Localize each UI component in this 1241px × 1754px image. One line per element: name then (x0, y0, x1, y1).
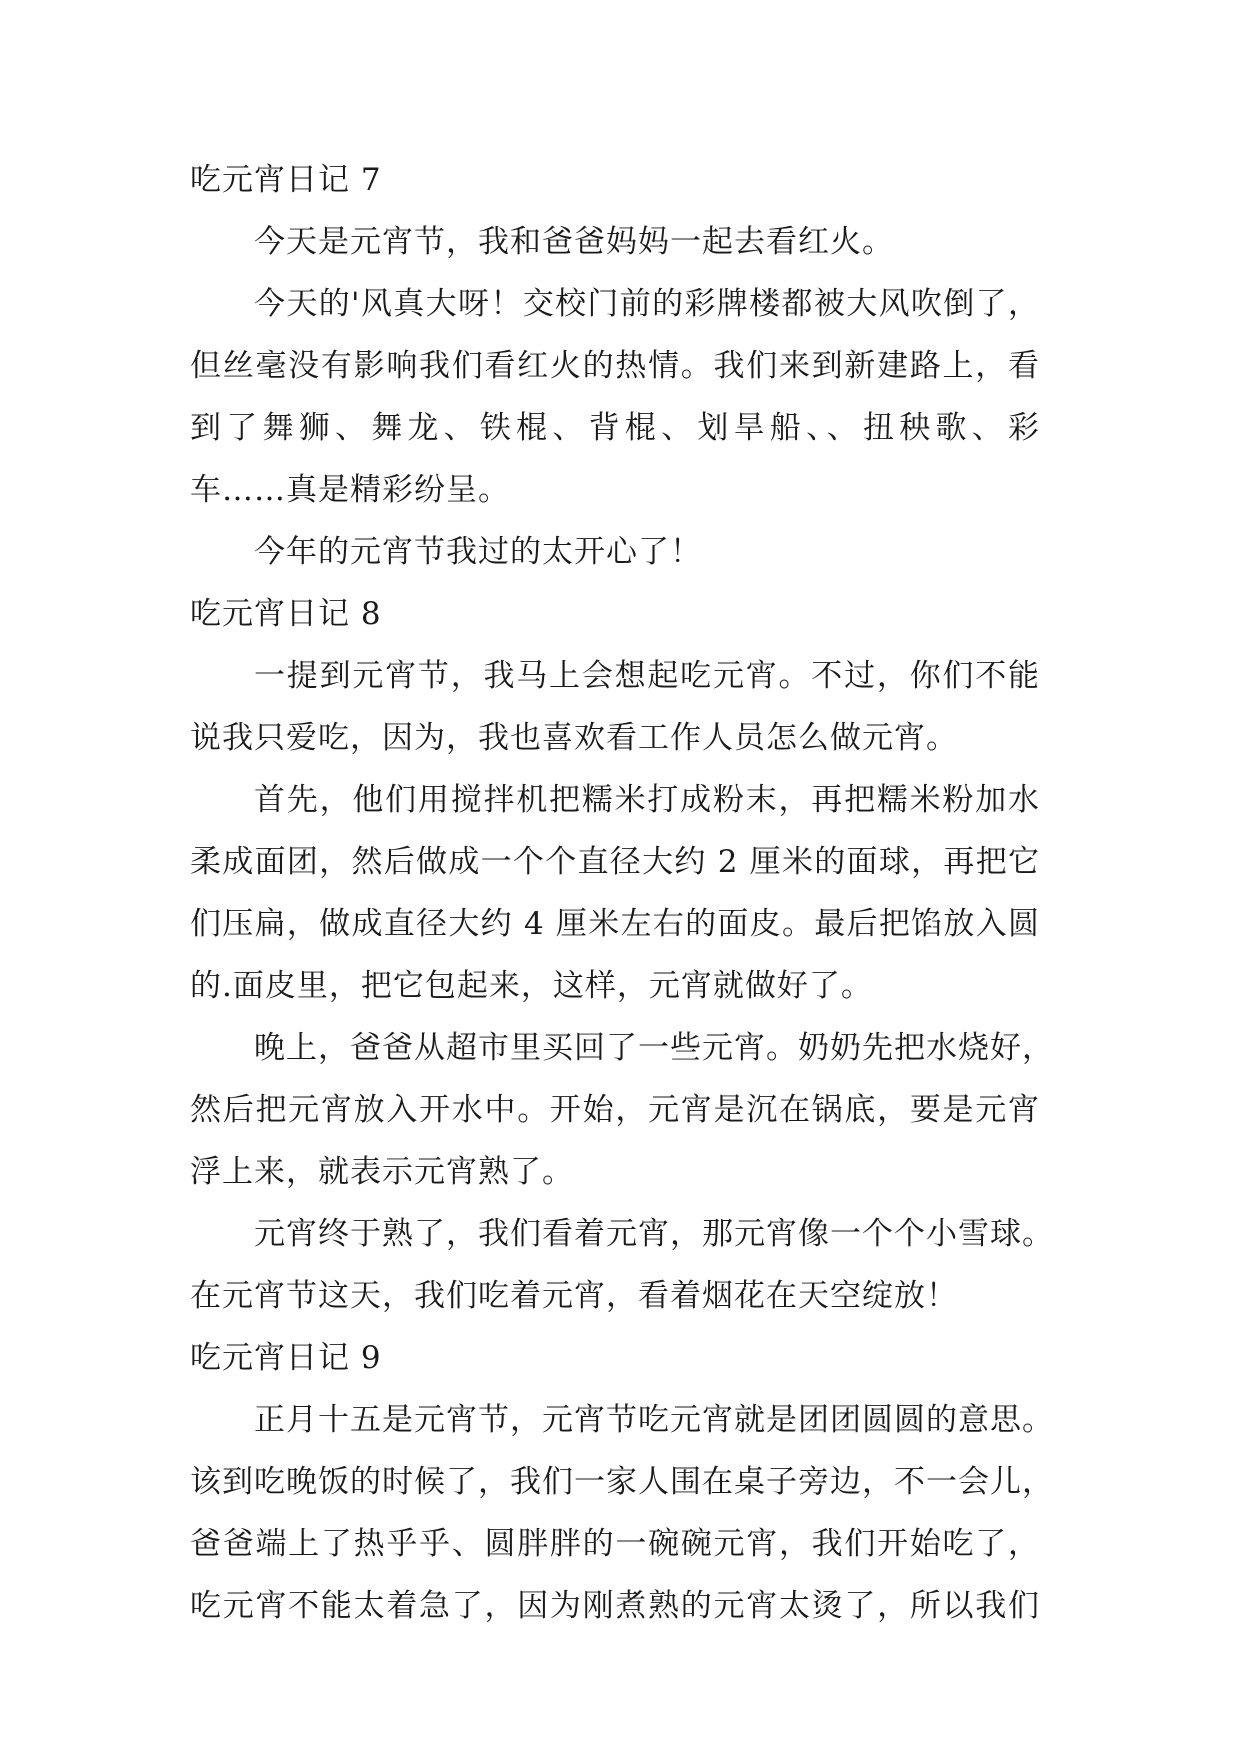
paragraph-line: 爸爸端上了热乎乎、圆胖胖的一碗碗元宵，我们开始吃了， (190, 1526, 1040, 1562)
paragraph-line: 今天是元宵节，我和爸爸妈妈一起去看红火。 (254, 224, 894, 260)
paragraph-line: 在元宵节这天，我们吃着元宵，看着烟花在天空绽放！ (190, 1278, 958, 1314)
paragraph-line: 浮上来，就表示元宵熟了。 (190, 1154, 574, 1190)
paragraph-line: 首先，他们用搅拌机把糯米打成粉末，再把糯米粉加水 (254, 782, 1040, 818)
paragraph-line: 车……真是精彩纷呈。 (190, 472, 510, 508)
paragraph-line: 该到吃晚饭的时候了，我们一家人围在桌子旁边，不一会儿， (190, 1464, 1054, 1500)
paragraph-line: 正月十五是元宵节，元宵节吃元宵就是团团圆圆的意思。 (254, 1402, 1054, 1438)
paragraph-line: 们压扁，做成直径大约 4 厘米左右的面皮。最后把馅放入圆 (190, 906, 1040, 942)
paragraph-line: 到了舞狮、舞龙、铁棍、背棍、划旱船、、扭秧歌、彩 (190, 410, 1040, 446)
section-heading: 吃元宵日记 7 (190, 162, 382, 198)
paragraph-line: 柔成面团，然后做成一个个直径大约 2 厘米的面球，再把它 (190, 844, 1040, 880)
paragraph-line: 晚上，爸爸从超市里买回了一些元宵。奶奶先把水烧好， (254, 1030, 1054, 1066)
paragraph-line: 吃元宵不能太着急了，因为刚煮熟的元宵太烫了，所以我们 (190, 1588, 1040, 1624)
section-heading: 吃元宵日记 9 (190, 1340, 382, 1376)
paragraph-line: 今年的元宵节我过的太开心了！ (254, 534, 702, 570)
paragraph-line: 说我只爱吃，因为，我也喜欢看工作人员怎么做元宵。 (190, 720, 958, 756)
section-heading: 吃元宵日记 8 (190, 596, 382, 632)
paragraph-line: 但丝毫没有影响我们看红火的热情。我们来到新建路上，看 (190, 348, 1040, 384)
paragraph-line: 一提到元宵节，我马上会想起吃元宵。不过，你们不能 (254, 658, 1040, 694)
paragraph-line: 然后把元宵放入开水中。开始，元宵是沉在锅底，要是元宵 (190, 1092, 1040, 1128)
paragraph-line: 元宵终于熟了，我们看着元宵，那元宵像一个个小雪球。 (254, 1216, 1054, 1252)
paragraph-line: 今天的'风真大呀！交校门前的彩牌楼都被大风吹倒了， (254, 286, 1040, 322)
paragraph-line: 的.面皮里，把它包起来，这样，元宵就做好了。 (190, 968, 873, 1004)
